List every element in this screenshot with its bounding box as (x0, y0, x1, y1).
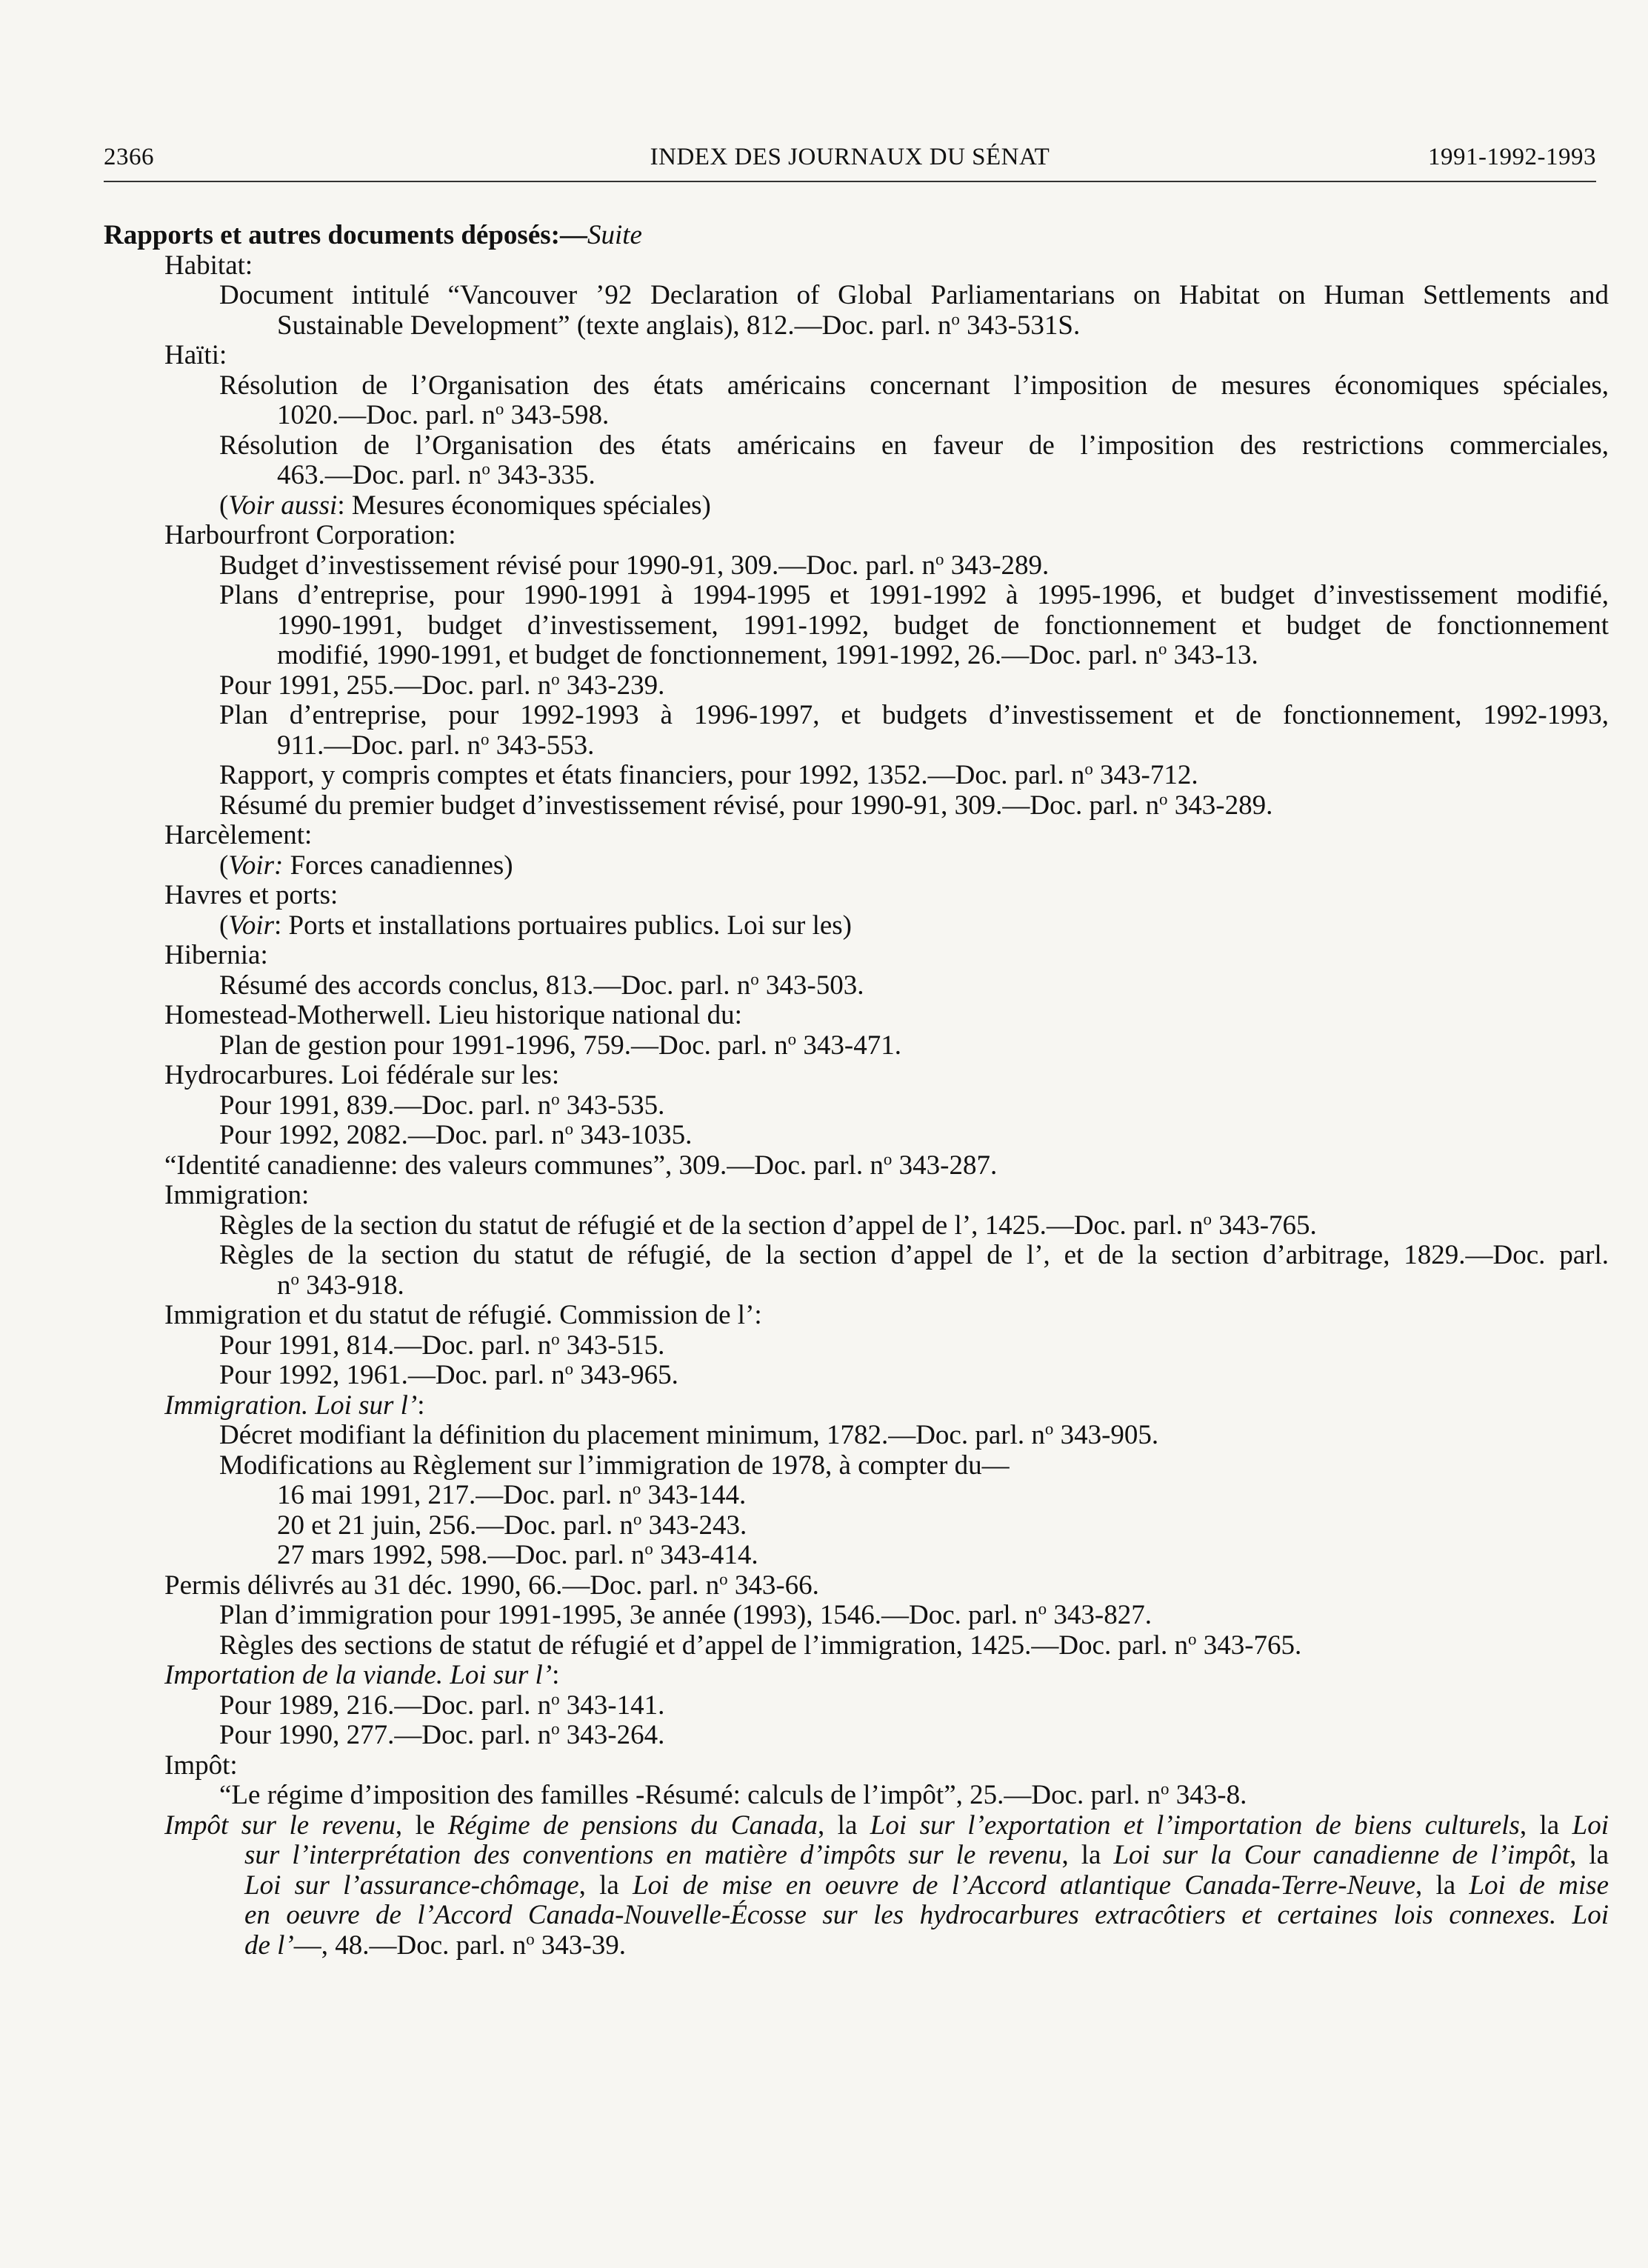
index-line (104, 1211, 1609, 1241)
index-text: o (632, 1479, 641, 1498)
index-text: Loi sur la Cour canadienne de l’impôt (1113, 1840, 1570, 1870)
index-line (104, 1721, 1609, 1751)
index-text: en oeuvre de l’Accord Canada-Nouvelle-Écosse sur les hydrocarbures extracôtiers et certaines lois connexes. Loi (244, 1900, 1609, 1930)
index-line (104, 1931, 1609, 1961)
index-text: Impôt: (164, 1750, 238, 1781)
index-line (104, 851, 1609, 881)
index-text: Suite (587, 220, 642, 250)
index-text: Document intitulé “Vancouver ’92 Declaration of Global Parliamentarians on Habitat on Human Settlements and (219, 280, 1609, 310)
index-text: Hydrocarbures. Loi fédérale sur les: (164, 1060, 560, 1090)
index-text: 343-1035. (573, 1120, 693, 1150)
running-title: INDEX DES JOURNAUX DU SÉNAT (650, 144, 1050, 170)
index-text: o (495, 399, 504, 418)
index-text: 343-503. (758, 970, 864, 1001)
index-text: ( (219, 490, 229, 521)
index-line (104, 1271, 1609, 1301)
index-text: : (417, 1390, 425, 1421)
index-line (104, 1811, 1609, 1841)
index-text: o (551, 1719, 560, 1738)
index-text: Permis délivrés au 31 déc. 1990, 66.—Doc. parl. n (164, 1570, 720, 1601)
index-text: 343-765. (1211, 1210, 1317, 1241)
index-text: 343-239. (559, 670, 665, 701)
index-text: 343-965. (573, 1360, 678, 1390)
index-text: Havres et ports: (164, 880, 338, 910)
index-text: ( (219, 910, 229, 941)
index-line (104, 1841, 1609, 1871)
index-text: Hibernia: (164, 940, 268, 970)
index-text: Voir aussi (228, 490, 338, 521)
index-text: 343-13. (1167, 640, 1258, 670)
index-text: o (564, 1119, 574, 1138)
index-text: o (564, 1359, 574, 1378)
index-text: 27 mars 1992, 598.—Doc. parl. n (277, 1540, 645, 1570)
index-line (104, 1121, 1609, 1151)
index-text: Résolution de l’Organisation des états américains concernant l’imposition de mesures économiques spéciales, (219, 370, 1609, 401)
index-text: 343-598. (504, 400, 610, 430)
index-text: Importation de la viande. Loi sur l’ (164, 1660, 553, 1690)
index-line (104, 1511, 1609, 1541)
index-text: Pour 1991, 255.—Doc. parl. n (219, 670, 552, 701)
index-text: Règles de la section du statut de réfugié, de la section d’appel de l’, et de la section d’arbitrage, 1829.—Doc. parl. (219, 1240, 1609, 1270)
index-line (104, 761, 1609, 791)
index-text: 343-535. (559, 1090, 665, 1121)
index-text: o (1188, 1629, 1197, 1648)
index-text: 343-39. (534, 1930, 626, 1961)
index-text: Forces canadiennes) (283, 850, 513, 881)
index-text: 911.—Doc. parl. n (277, 730, 481, 761)
index-text: Pour 1991, 839.—Doc. parl. n (219, 1090, 552, 1121)
index-text: 343-918. (298, 1270, 404, 1301)
index-text: Plan d’entreprise, pour 1992-1993 à 1996-1997, et budgets d’investissement et de fonctionnement, 1992-1993, (219, 700, 1609, 730)
index-text: 16 mai 1991, 217.—Doc. parl. n (277, 1480, 633, 1510)
index-line (104, 1541, 1609, 1571)
index-text: o (787, 1029, 797, 1048)
index-text: Impôt sur le revenu (164, 1810, 396, 1841)
index-text: o (1084, 759, 1093, 778)
index-line (104, 821, 1609, 851)
index-line (104, 1601, 1609, 1631)
index-text: 343-471. (796, 1030, 901, 1061)
index-line (104, 1871, 1609, 1901)
index-line (104, 1751, 1609, 1781)
index-text: Harcèlement: (164, 820, 313, 850)
index-line (104, 881, 1609, 911)
index-text: “Identité canadienne: des valeurs communes”, 309.—Doc. parl. n (164, 1150, 884, 1181)
index-line (104, 971, 1609, 1001)
index-line (104, 251, 1609, 281)
index-text: o (481, 729, 490, 748)
index-line (104, 641, 1609, 671)
index-text: Modifications au Règlement sur l’immigration de 1978, à compter du— (219, 1450, 1010, 1481)
index-text: , la (1061, 1840, 1114, 1870)
index-text: o (1044, 1419, 1054, 1438)
index-text: Règles des sections de statut de réfugié et d’appel de l’immigration, 1425.—Doc. parl. n (219, 1630, 1189, 1661)
index-text: 343-515. (559, 1330, 665, 1361)
index-line (104, 1181, 1609, 1211)
index-line (104, 1391, 1609, 1421)
index-text: 20 et 21 juin, 256.—Doc. parl. n (277, 1510, 633, 1541)
index-line (104, 1241, 1609, 1271)
index-line (104, 791, 1609, 821)
index-text: Loi de mise (1469, 1870, 1609, 1901)
index-text: Rapports et autres documents déposés:— (104, 220, 587, 250)
index-line (104, 551, 1609, 581)
index-text: 343-765. (1196, 1630, 1302, 1661)
index-text: , la (1569, 1840, 1609, 1870)
index-text: Rapport, y compris comptes et états financiers, pour 1992, 1352.—Doc. parl. n (219, 760, 1085, 790)
index-line (104, 461, 1609, 491)
index-line (104, 611, 1609, 641)
index-text: 463.—Doc. parl. n (277, 460, 482, 490)
index-text: o (750, 969, 759, 988)
index-line (104, 701, 1609, 731)
index-text: 343-66. (727, 1570, 819, 1601)
index-text: 343-531S. (959, 310, 1081, 341)
index-text: Loi sur l’assurance-chômage (244, 1870, 579, 1901)
index-text: Loi sur l’exportation et l’importation de biens culturels (870, 1810, 1520, 1841)
index-text: o (1203, 1209, 1212, 1228)
index-text: Sustainable Development” (texte anglais), 812.—Doc. parl. n (277, 310, 952, 341)
index-text: 343-335. (490, 460, 596, 490)
index-line (104, 401, 1609, 431)
index-text: 343-144. (641, 1480, 747, 1510)
index-line (104, 1091, 1609, 1121)
index-text: , la (1415, 1870, 1469, 1901)
index-text: Immigration et du statut de réfugié. Commission de l’: (164, 1300, 762, 1330)
index-line (104, 311, 1609, 341)
index-text: 343-8. (1169, 1780, 1247, 1810)
index-line (104, 431, 1609, 461)
index-text: o (1161, 1779, 1170, 1798)
index-text: o (951, 309, 960, 328)
index-text: , le (395, 1810, 448, 1841)
index-line (104, 911, 1609, 941)
index-text: sur l’interprétation des conventions en matière d’impôts sur le revenu (244, 1840, 1062, 1870)
index-text: Haïti: (164, 340, 227, 370)
index-text: 343-712. (1092, 760, 1198, 790)
index-text: 1990-1991, budget d’investissement, 1991-1992, budget de fonctionnement et budget de fonctionnement (277, 610, 1609, 641)
index-text: 343-243. (641, 1510, 747, 1541)
index-text: Régime de pensions du Canada (447, 1810, 818, 1841)
index-text: n (277, 1270, 291, 1301)
index-line (104, 491, 1609, 521)
index-text: Pour 1989, 216.—Doc. parl. n (219, 1690, 552, 1721)
index-text: o (290, 1269, 299, 1288)
index-line (104, 281, 1609, 311)
index-text: o (551, 1089, 560, 1108)
index-text: o (883, 1149, 893, 1168)
index-text: 343-264. (559, 1720, 665, 1750)
index-line (104, 221, 1609, 251)
index-text: , la (578, 1870, 633, 1901)
index-text: Immigration. Loi sur l’ (164, 1390, 418, 1421)
index-text: o (481, 459, 490, 478)
index-text: Habitat: (164, 250, 253, 281)
index-line (104, 581, 1609, 611)
index-text: Homestead-Motherwell. Lieu historique national du: (164, 1000, 742, 1030)
index-text: “Le régime d’imposition des familles -Résumé: calculs de l’impôt”, 25.—Doc. parl. n (219, 1780, 1161, 1810)
index-line (104, 1781, 1609, 1811)
index-text: Résumé du premier budget d’investissement révisé, pour 1990-91, 309.—Doc. parl. n (219, 790, 1160, 821)
index-line (104, 1691, 1609, 1721)
index-text: —, 48.—Doc. parl. n (293, 1930, 527, 1961)
index-text: 1020.—Doc. parl. n (277, 400, 496, 430)
index-line (104, 1631, 1609, 1661)
index-text: Budget d’investissement révisé pour 1990-91, 309.—Doc. parl. n (219, 550, 935, 581)
index-text: Pour 1991, 814.—Doc. parl. n (219, 1330, 552, 1361)
index-text: 343-414. (653, 1540, 758, 1570)
index-line (104, 371, 1609, 401)
index-line (104, 1451, 1609, 1481)
index-text: 343-289. (1167, 790, 1273, 821)
index-text: o (935, 549, 944, 568)
index-text: Loi de mise en oeuvre de l’Accord atlantique Canada-Terre-Neuve (633, 1870, 1416, 1901)
index-text: Plan de gestion pour 1991-1996, 759.—Doc. parl. n (219, 1030, 788, 1061)
index-text: de l’ (244, 1930, 294, 1961)
index-text: Plan d’immigration pour 1991-1995, 3e année (1993), 1546.—Doc. parl. n (219, 1600, 1038, 1630)
index-text: o (719, 1569, 728, 1588)
index-text: : Ports et installations portuaires publics. Loi sur les) (274, 910, 852, 941)
index-text: 343-289. (944, 550, 1050, 581)
index-line (104, 1481, 1609, 1511)
index-line (104, 1331, 1609, 1361)
index-line (104, 1151, 1609, 1181)
index-text: Loi (1572, 1810, 1609, 1841)
index-text: o (551, 669, 560, 688)
index-text: Règles de la section du statut de réfugié et de la section d’appel de l’, 1425.—Doc. parl. n (219, 1210, 1204, 1241)
index-text: modifié, 1990-1991, et budget de fonctionnement, 1991-1992, 26.—Doc. parl. n (277, 640, 1158, 670)
index-text: Pour 1992, 1961.—Doc. parl. n (219, 1360, 565, 1390)
index-line (104, 1061, 1609, 1091)
index-text: Pour 1992, 2082.—Doc. parl. n (219, 1120, 565, 1150)
running-years: 1991-1992-1993 (1428, 144, 1596, 170)
page-number: 2366 (104, 144, 154, 170)
index-line (104, 671, 1609, 701)
index-text: Pour 1990, 277.—Doc. parl. n (219, 1720, 552, 1750)
index-line (104, 941, 1609, 971)
index-text: 343-287. (892, 1150, 998, 1181)
index-line (104, 1571, 1609, 1601)
index-text: 343-827. (1047, 1600, 1152, 1630)
index-text: o (1038, 1599, 1047, 1618)
index-text: o (633, 1509, 642, 1528)
index-line (104, 1661, 1609, 1691)
index-text: Décret modifiant la définition du placement minimum, 1782.—Doc. parl. n (219, 1420, 1045, 1450)
index-line (104, 1001, 1609, 1031)
index-text: o (644, 1539, 653, 1558)
index-text: , la (1519, 1810, 1572, 1841)
index-text: Résolution de l’Organisation des états américains en faveur de l’imposition des restrictions commerciales, (219, 430, 1609, 461)
index-text: 343-141. (559, 1690, 665, 1721)
index-text: o (551, 1329, 560, 1348)
index-line (104, 521, 1609, 551)
index-text: : (552, 1660, 560, 1690)
index-line (104, 1901, 1609, 1931)
index-line (104, 1361, 1609, 1391)
index-text: 343-905. (1053, 1420, 1159, 1450)
index-text: Immigration: (164, 1180, 310, 1210)
index-text: o (1158, 639, 1167, 658)
index-text: ( (219, 850, 229, 881)
index-text: : Mesures économiques spéciales) (337, 490, 711, 521)
index-line (104, 731, 1609, 761)
index-text: Résumé des accords conclus, 813.—Doc. parl. n (219, 970, 751, 1001)
index-text: 343-553. (489, 730, 595, 761)
index-text: o (1159, 789, 1168, 808)
index-line (104, 1421, 1609, 1451)
index-text: o (551, 1689, 560, 1708)
header-rule (104, 181, 1596, 182)
index-line (104, 1031, 1609, 1061)
index-text: Voir (228, 910, 275, 941)
index-text: Voir: (228, 850, 284, 881)
index-text: , la (817, 1810, 870, 1841)
index-text: Plans d’entreprise, pour 1990-1991 à 1994-1995 et 1991-1992 à 1995-1996, et budget d’investissement modifié, (219, 580, 1609, 610)
index-line (104, 1301, 1609, 1331)
index-line (104, 341, 1609, 371)
index-body (104, 221, 1609, 1961)
index-text: o (526, 1929, 535, 1948)
index-text: Harbourfront Corporation: (164, 520, 456, 550)
